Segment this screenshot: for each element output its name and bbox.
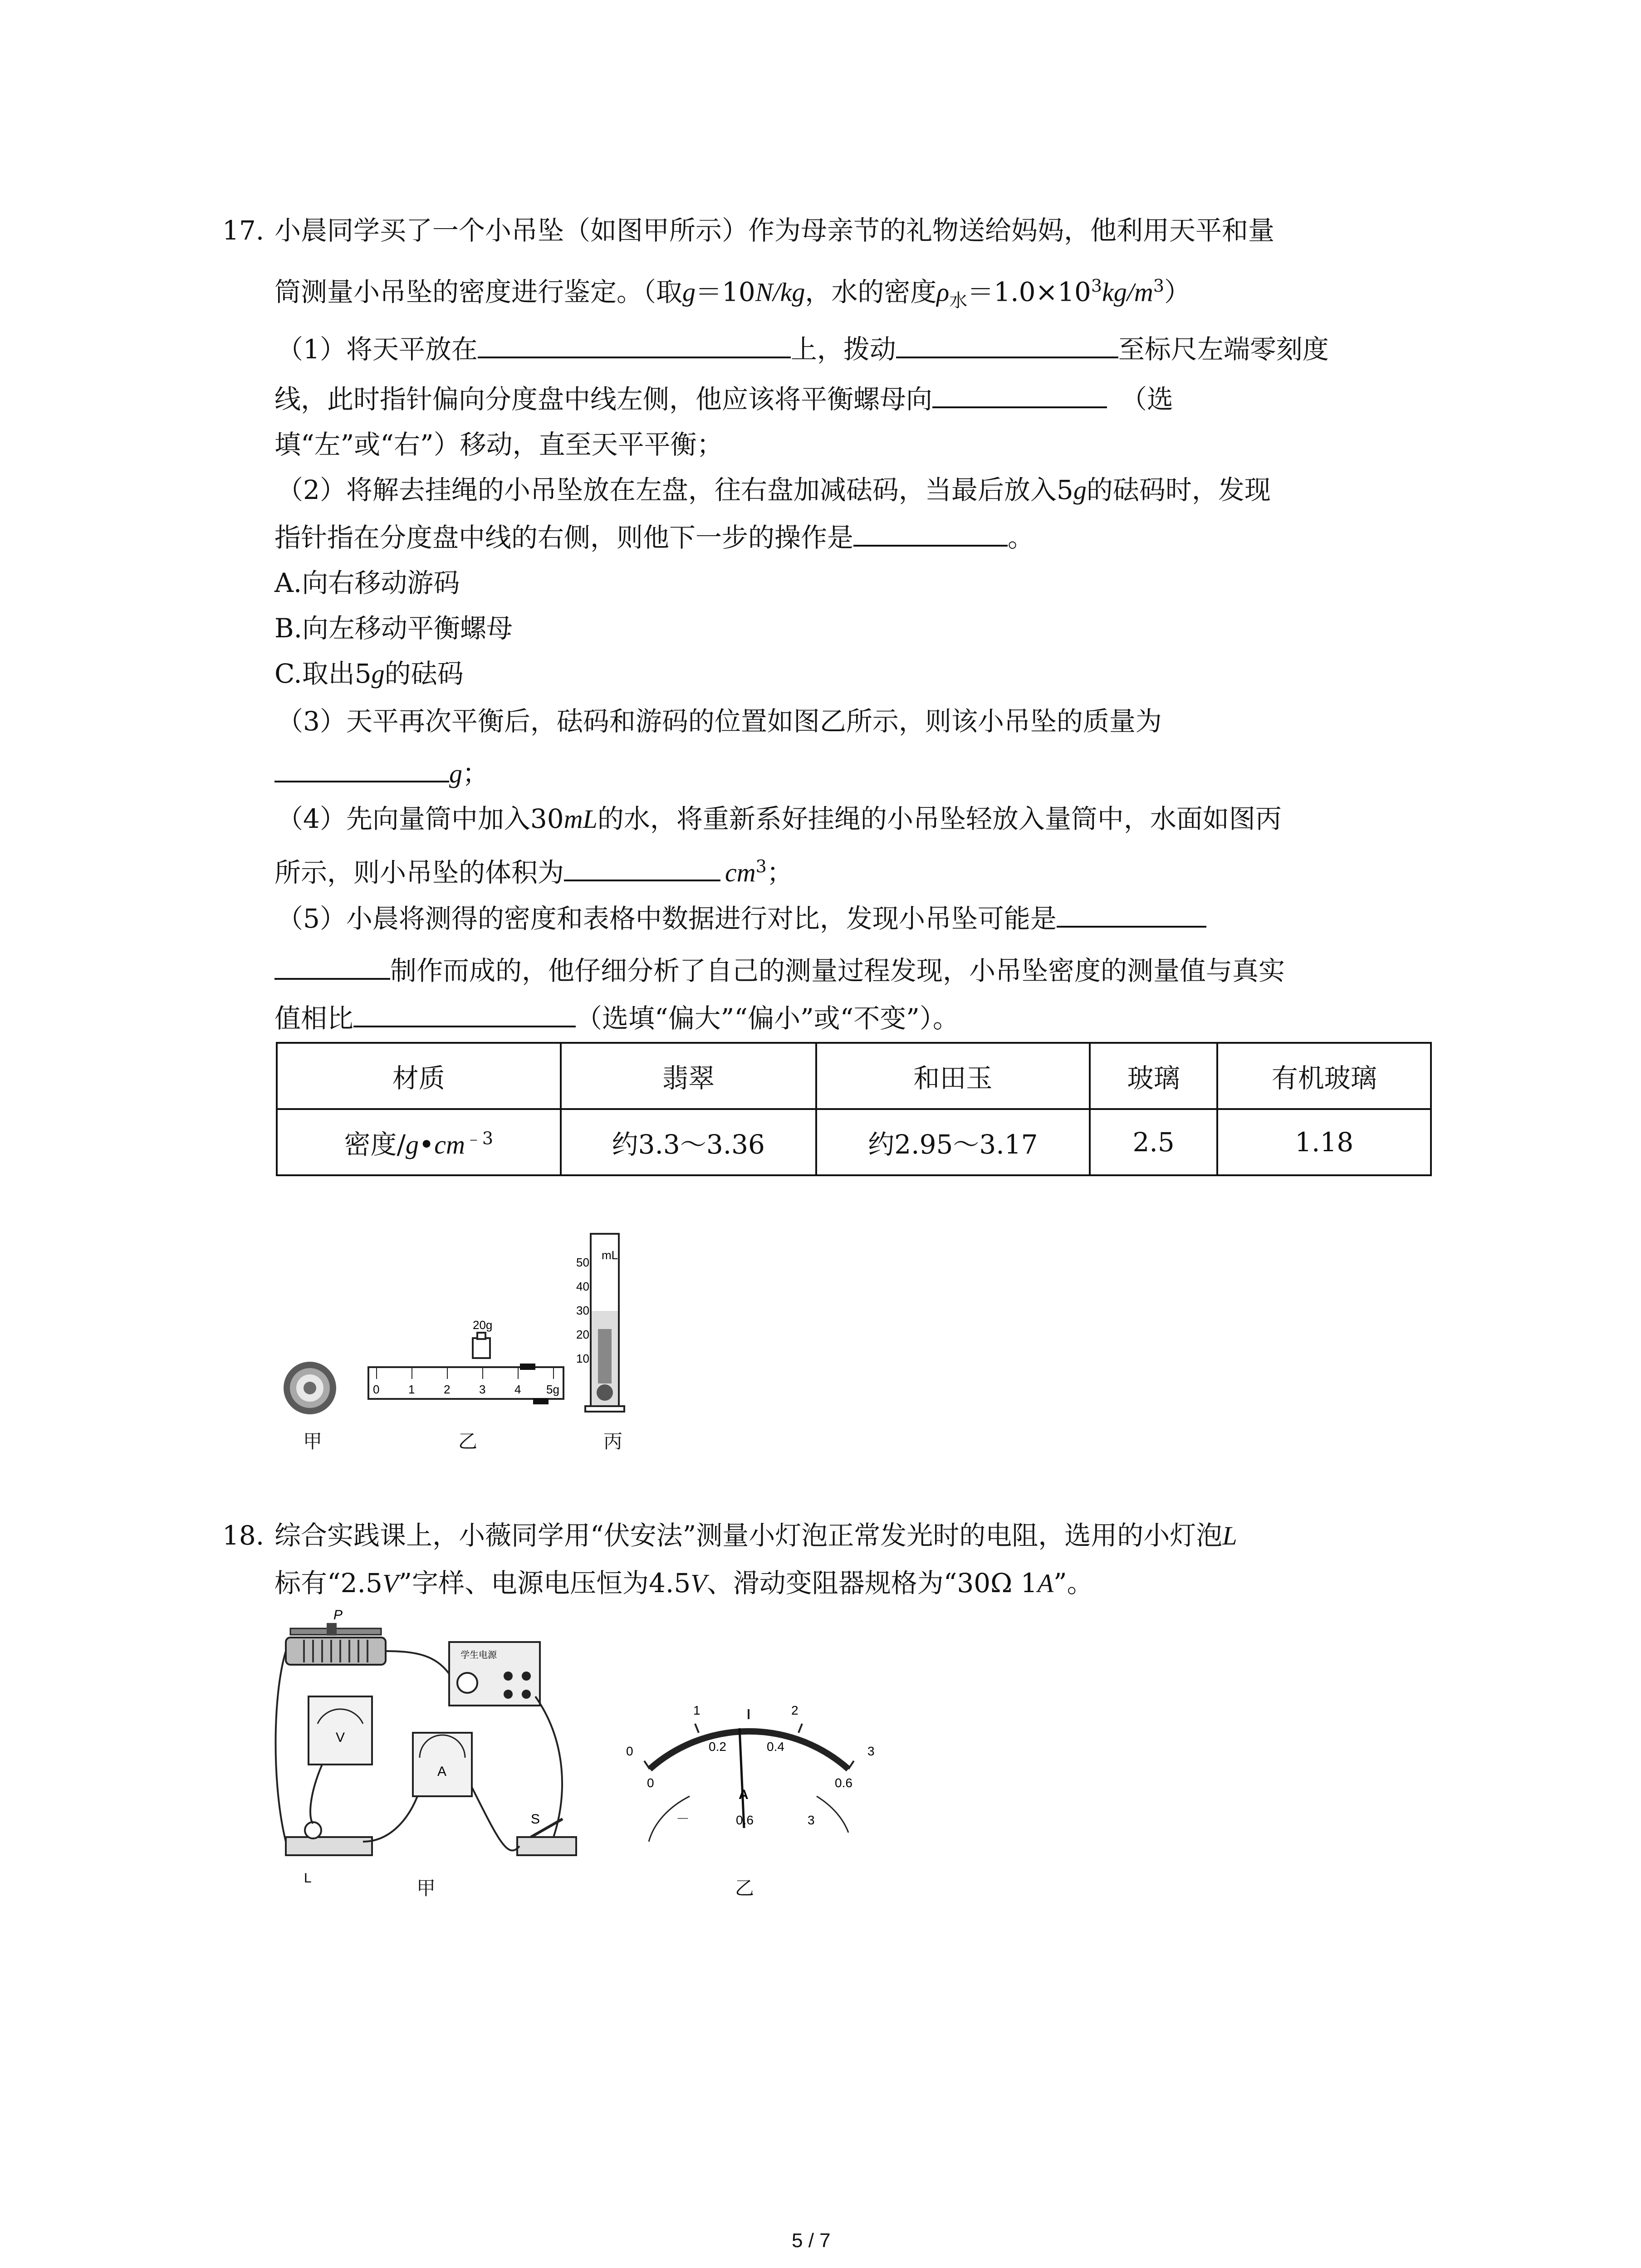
cylinder-tick: 30	[576, 1304, 589, 1317]
circuit-figure	[272, 1606, 608, 1901]
blank-3[interactable]	[274, 755, 449, 782]
density-table	[276, 1042, 1432, 1176]
table-header-cell: 有机玻璃	[1217, 1043, 1431, 1109]
blank-5-1a[interactable]	[1057, 900, 1206, 928]
blank-1-3[interactable]	[932, 381, 1107, 408]
dial-inner-tick: 0	[647, 1776, 654, 1790]
q17-option-a: A.向右移动游码	[274, 567, 460, 598]
table-row-label: 密度$/g•cm^{﹣3}$	[277, 1109, 561, 1175]
dial-outer-tick: 0	[626, 1744, 633, 1758]
table-header-row	[277, 1043, 1431, 1109]
q17-option-b: B.向左移动平衡螺母	[274, 613, 513, 644]
q18-stem-line2: 标有“2.5V”字样、电源电压恒为4.5V、滑动变阻器规格为“30Ω 1A”。	[274, 1568, 1093, 1598]
rider	[520, 1364, 535, 1370]
cylinder-tick: 50	[576, 1256, 589, 1269]
fig-label-yi: 乙	[458, 1430, 478, 1452]
fig-label-jia: 甲	[303, 1430, 323, 1452]
q17-stem-line1: 小晨同学买了一个小吊坠（如图甲所示）作为母亲节的礼物送给妈妈，他利用天平和量	[274, 215, 1275, 246]
cylinder-tick: 20	[576, 1328, 589, 1341]
q17-part5-line1: （5）小晨将测得的密度和表格中数据进行对比，发现小吊坠可能是	[277, 900, 1206, 937]
q17-part2-line1: （2）将解去挂绳的小吊坠放在左盘，往右盘加减砝码，当最后放入5g的砝码时，发现	[277, 474, 1271, 505]
dial-inner-tick: 0.2	[709, 1740, 726, 1754]
cylinder-unit: mL	[602, 1248, 618, 1262]
ammeter-dial	[608, 1660, 898, 1855]
q17-part4-line1: （4）先向量筒中加入30mL的水，将重新系好挂绳的小吊坠轻放入量筒中，水面如图丙	[277, 803, 1282, 834]
blank-5-1b[interactable]	[274, 953, 390, 980]
pendant-image	[284, 1362, 336, 1414]
q17-stem-line2: 筒测量小吊坠的密度进行鉴定。（取g＝10N/kg，水的密度$\rho_水=1.0\times 10^3kg/m^3$）	[274, 276, 1191, 311]
weight-20g	[473, 1318, 492, 1358]
scale-tick: 2	[444, 1383, 451, 1396]
ammeter	[413, 1733, 472, 1796]
dial-outer-tick: 1	[693, 1703, 700, 1717]
table-cell: 约3.3～3.36	[561, 1109, 816, 1175]
table-header-cell: 玻璃	[1090, 1043, 1218, 1109]
table-cell: 1.18	[1217, 1109, 1431, 1175]
cylinder-tick: 10	[576, 1352, 589, 1365]
q17-part3-line2: g；	[274, 755, 489, 792]
q17-part3-line1: （3）天平再次平衡后，砝码和游码的位置如图乙所示，则该小吊坠的质量为	[277, 706, 1162, 737]
q18-number: 18.	[222, 1520, 265, 1551]
scale-tick: 1	[408, 1383, 415, 1396]
label-P: P	[333, 1608, 343, 1623]
fig-label-bing: 丙	[603, 1430, 623, 1452]
q18-stem-line1: 综合实践课上，小薇同学用“伏安法”测量小灯泡正常发光时的电阻，选用的小灯泡L	[274, 1520, 1237, 1551]
label-S: S	[531, 1812, 540, 1827]
dial-terminal: －	[676, 1812, 690, 1827]
dial-outer-tick: 2	[791, 1703, 798, 1717]
scale-tick: 5g	[546, 1383, 559, 1396]
power-supply	[449, 1642, 540, 1706]
q17-part1-line3: 填“左”或“右”）移动，直至天平平衡；	[274, 429, 723, 460]
rider-scale	[368, 1364, 563, 1404]
blank-1-1[interactable]	[478, 331, 791, 358]
weight-label: 20g	[473, 1318, 493, 1332]
page-number: 5 / 7	[792, 2229, 831, 2252]
blank-2[interactable]	[853, 519, 1008, 547]
dial-unit: A	[739, 1787, 749, 1802]
rheostat	[286, 1608, 386, 1665]
q17-part5-line2: 制作而成的，他仔细分析了自己的测量过程发现，小吊坠密度的测量值与真实	[274, 953, 1285, 989]
dial-inner-tick: 0.6	[835, 1776, 852, 1790]
table-header-cell: 材质	[277, 1043, 561, 1109]
measuring-cylinder	[576, 1234, 624, 1412]
blank-1-2[interactable]	[896, 331, 1118, 358]
cylinder-tick: 40	[576, 1280, 589, 1293]
voltmeter	[309, 1696, 372, 1765]
voltmeter-label: V	[336, 1730, 345, 1745]
blank-5-2[interactable]	[353, 1000, 576, 1027]
circuit-label-jia: 甲	[416, 1877, 436, 1899]
q17-part4-line2: 所示，则小吊坠的体积为 $cm^3$；	[274, 848, 793, 891]
dial-outer-tick: 3	[867, 1744, 875, 1758]
dial-inner-tick: 0.4	[767, 1740, 784, 1754]
scale-tick: 3	[479, 1383, 486, 1396]
bulb-board	[286, 1822, 372, 1886]
dial-label-yi: 乙	[735, 1877, 754, 1899]
supply-label: 学生电源	[460, 1650, 497, 1660]
table-cell: 约2.95～3.17	[816, 1109, 1090, 1175]
q17-option-c: C.取出5g的砝码	[274, 658, 464, 689]
table-cell: 2.5	[1090, 1109, 1218, 1175]
blank-4[interactable]	[564, 854, 720, 881]
q17-part1-line1: （1）将天平放在 上，拨动 至标尺左端零刻度	[277, 331, 1329, 367]
dial-terminal: 3	[808, 1813, 815, 1827]
label-L: L	[304, 1871, 312, 1886]
q17-part1-line2: 线，此时指针偏向分度盘中线左侧，他应该将平衡螺母向 （选	[274, 381, 1173, 417]
q17-part5-line3: 值相比 （选填“偏大”“偏小”或“不变”）。	[274, 1000, 959, 1036]
q17-number: 17.	[222, 215, 265, 246]
q17-figure	[268, 1216, 631, 1429]
scale-tick: 4	[514, 1383, 521, 1396]
dial-terminal: 0.6	[736, 1813, 754, 1827]
table-row	[277, 1109, 1431, 1175]
ammeter-label: A	[437, 1764, 447, 1779]
scale-tick: 0	[373, 1383, 380, 1396]
q17-part2-line2: 指针指在分度盘中线的右侧，则他下一步的操作是 。	[274, 519, 1034, 556]
switch	[517, 1812, 576, 1855]
table-header-cell: 和田玉	[816, 1043, 1090, 1109]
table-header-cell: 翡翠	[561, 1043, 816, 1109]
